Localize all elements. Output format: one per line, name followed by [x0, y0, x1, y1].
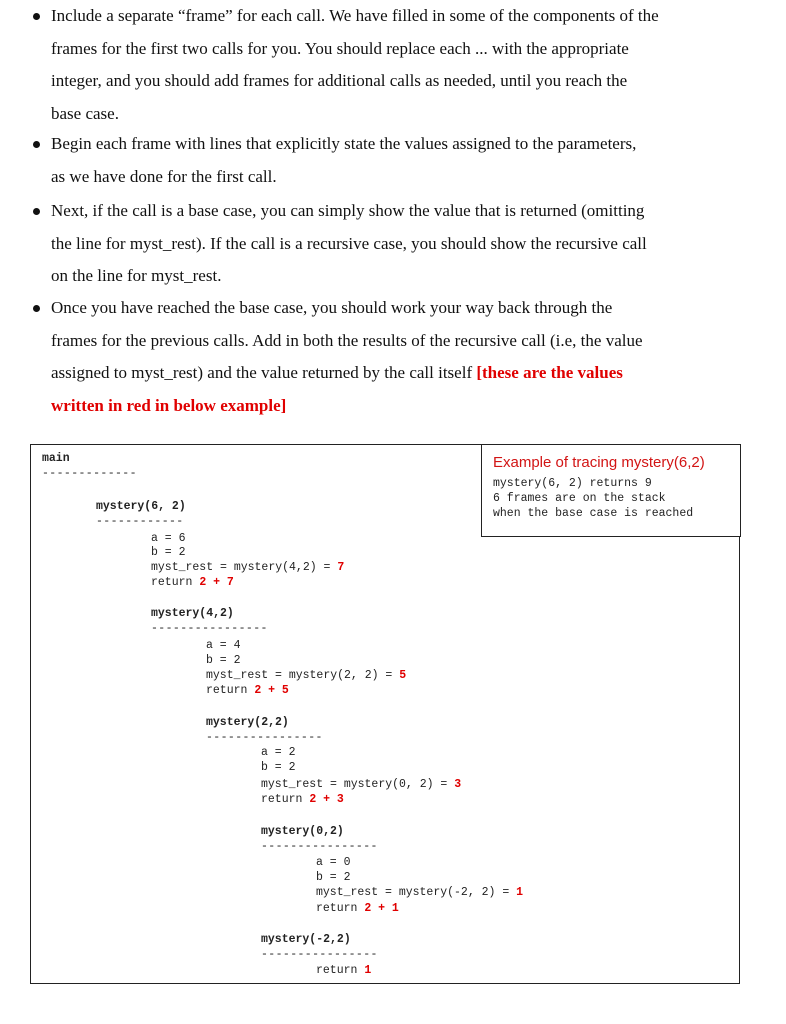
return-line [151, 575, 234, 590]
frame-divider: ------------- [42, 467, 137, 480]
frame-divider: ---------------- [206, 731, 323, 744]
myst-rest-value: 3 [454, 778, 462, 791]
instruction-line: Begin each frame with lines that explicitly state the values assigned to the parameters, [51, 134, 637, 153]
return-keyword: return [206, 684, 255, 697]
myst-rest-line [261, 777, 461, 792]
param-b: b = 2 [206, 654, 241, 667]
return-value: 2 + 5 [254, 684, 289, 697]
instruction-text: assigned to myst_rest) and the value returned by the call itself [51, 363, 477, 382]
bullet-dot [33, 13, 40, 20]
myst-rest-value: 5 [399, 669, 407, 682]
example-line: when the base case is reached [493, 507, 694, 520]
return-keyword: return [261, 793, 310, 806]
highlighted-note: written in red in below example] [51, 395, 287, 415]
example-title: Example of tracing mystery(6,2) [493, 454, 705, 471]
return-value: 2 + 3 [309, 793, 344, 806]
instruction-line: integer, and you should add frames for additional calls as needed, until you reach the [51, 71, 628, 90]
frame-divider: ---------------- [261, 948, 378, 961]
frame-divider: ------------ [96, 515, 184, 528]
instruction-line: as we have done for the first call. [51, 166, 277, 186]
return-line [316, 963, 371, 978]
highlighted-note: [these are the values [476, 363, 623, 382]
param-b: b = 2 [316, 871, 351, 884]
example-line: 6 frames are on the stack [493, 492, 666, 505]
myst-rest-value: 7 [337, 561, 345, 574]
bullet-dot [33, 141, 40, 148]
frame-header: mystery(0,2) [261, 825, 344, 838]
frame-header: mystery(-2,2) [261, 933, 351, 946]
frame-header: mystery(2,2) [206, 716, 289, 729]
instruction-line: the line for myst_rest). If the call is a recursive case, you should show the recursive call [51, 233, 647, 253]
instruction-line: frames for the first two calls for you. You should replace each ... with the appropriate [51, 38, 629, 58]
param-b: b = 2 [261, 761, 296, 774]
frame-divider: ---------------- [261, 840, 378, 853]
frame-header: mystery(4,2) [151, 607, 234, 620]
instruction-line: base case. [51, 103, 119, 123]
myst-rest-line [206, 668, 406, 683]
return-line [261, 792, 344, 807]
instruction-line: on the line for myst_rest. [51, 266, 222, 285]
myst-rest-call: myst_rest = mystery(0, 2) = [261, 778, 455, 791]
param-a: a = 4 [206, 639, 241, 652]
return-keyword: return [316, 902, 365, 915]
bullet-dot [33, 305, 40, 312]
myst-rest-line [151, 560, 344, 575]
return-line [206, 683, 289, 698]
frame-header: mystery(6, 2) [96, 500, 186, 513]
param-a: a = 0 [316, 856, 351, 869]
main-label: main [42, 452, 70, 465]
myst-rest-line [316, 885, 523, 900]
instruction-line [51, 390, 751, 423]
instruction-line: Once you have reached the base case, you should work your way back through the [51, 298, 613, 317]
myst-rest-call: myst_rest = mystery(-2, 2) = [316, 886, 517, 899]
myst-rest-call: myst_rest = mystery(4,2) = [151, 561, 338, 574]
bullet-dot [33, 208, 40, 215]
instruction-line: Next, if the call is a base case, you can simply show the value that is returned (omitting [51, 201, 645, 220]
param-a: a = 2 [261, 746, 296, 759]
frame-divider: ---------------- [151, 622, 268, 635]
param-b: b = 2 [151, 546, 186, 559]
instruction-line: frames for the previous calls. Add in both the results of the recursive call (i.e, the value [51, 330, 643, 350]
return-value: 2 + 1 [364, 902, 399, 915]
myst-rest-value: 1 [516, 886, 524, 899]
return-value: 1 [364, 964, 372, 977]
myst-rest-call: myst_rest = mystery(2, 2) = [206, 669, 400, 682]
return-line [316, 901, 399, 916]
instruction-line: Include a separate “frame” for each call. We have filled in some of the components of the [51, 6, 659, 25]
return-keyword: return [316, 964, 365, 977]
example-line: mystery(6, 2) returns 9 [493, 477, 652, 490]
return-value: 2 + 7 [199, 576, 234, 589]
param-a: a = 6 [151, 532, 186, 545]
example-callout [481, 444, 741, 537]
return-keyword: return [151, 576, 200, 589]
instruction-line [51, 357, 751, 390]
